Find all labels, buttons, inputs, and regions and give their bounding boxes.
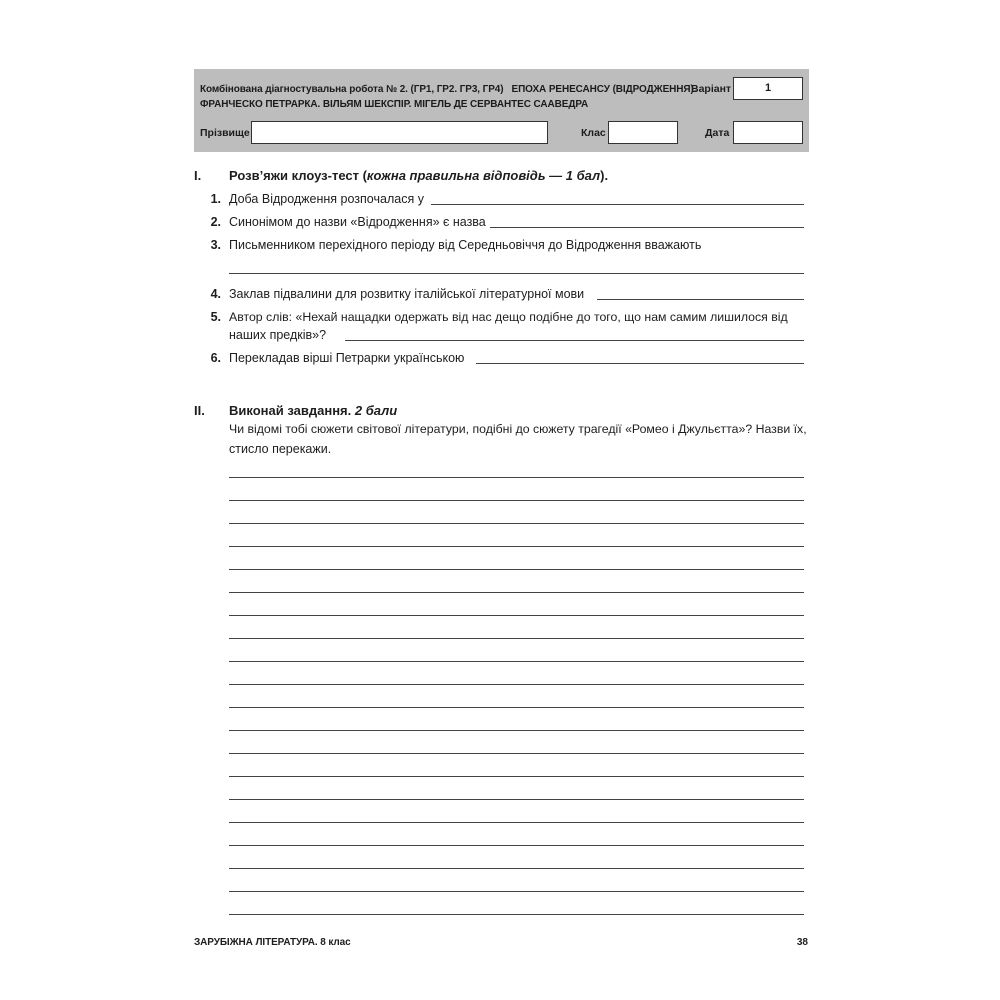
- worksheet-header: [194, 69, 809, 152]
- writing-line[interactable]: [229, 776, 804, 777]
- date-label: Дата: [705, 127, 730, 139]
- writing-line[interactable]: [229, 891, 804, 892]
- answer-line-2[interactable]: [490, 227, 804, 228]
- section-1-heading-text: Розв’яжи клоуз-тест (: [229, 168, 367, 183]
- answer-line-3[interactable]: [229, 273, 804, 274]
- answer-line-4[interactable]: [597, 299, 804, 300]
- writing-line[interactable]: [229, 868, 804, 869]
- writing-line[interactable]: [229, 914, 804, 915]
- section-2-heading-text: Виконай завдання.: [229, 403, 355, 418]
- writing-line[interactable]: [229, 822, 804, 823]
- class-field[interactable]: [608, 121, 678, 144]
- question-3-number: 3.: [210, 238, 221, 252]
- title-line-1: Комбінована діагностувальна робота № 2. (ГР1, ГР2. ГР3, ГР4) ЕПОХА РЕНЕСАНСУ (ВІДРОДЖЕННЯ).: [200, 84, 697, 95]
- section-2-number: II.: [194, 403, 205, 418]
- question-6-number: 6.: [210, 351, 221, 365]
- writing-line[interactable]: [229, 845, 804, 846]
- writing-line[interactable]: [229, 615, 804, 616]
- question-2-text: Синонімом до назви «Відродження» є назва: [229, 215, 486, 229]
- worksheet-title: [200, 82, 697, 112]
- question-5-number: 5.: [210, 310, 221, 324]
- section-2-points: 2 бали: [354, 403, 398, 418]
- section-1-heading: [229, 168, 608, 183]
- answer-line-1[interactable]: [431, 204, 804, 205]
- question-3-text: Письменником перехідного періоду від Середньовіччя до Відродження вважають: [229, 238, 702, 252]
- task-line-2: стисло перекажи.: [229, 442, 332, 456]
- section-1-number: I.: [194, 168, 202, 183]
- writing-line[interactable]: [229, 569, 804, 570]
- writing-line[interactable]: [229, 500, 804, 501]
- variant-box[interactable]: 1: [733, 77, 803, 100]
- writing-line[interactable]: [229, 684, 804, 685]
- section-1-points: кожна правильна відповідь — 1 бал: [366, 168, 601, 183]
- writing-line[interactable]: [229, 661, 804, 662]
- answer-line-6[interactable]: [476, 363, 804, 364]
- writing-line[interactable]: [229, 707, 804, 708]
- writing-line[interactable]: [229, 592, 804, 593]
- date-field[interactable]: [733, 121, 803, 144]
- question-5-text-cont: наших предків»?: [229, 328, 327, 342]
- page-number: 38: [796, 937, 808, 948]
- writing-line[interactable]: [229, 730, 804, 731]
- surname-label: Прізвище: [200, 127, 250, 139]
- writing-line[interactable]: [229, 753, 804, 754]
- writing-line[interactable]: [229, 523, 804, 524]
- writing-line[interactable]: [229, 799, 804, 800]
- task-line-1: Чи відомі тобі сюжети світової літератури, подібні до сюжету трагедії «Ромео і Джульєтта»? Назви їх,: [229, 422, 807, 436]
- question-1-number: 1.: [210, 192, 221, 206]
- writing-line[interactable]: [229, 546, 804, 547]
- class-label: Клас: [581, 127, 606, 139]
- writing-line[interactable]: [229, 638, 804, 639]
- question-5-text: Автор слів: «Нехай нащадки одержать від нас дещо подібне до того, що нам самим лишилося від: [229, 310, 788, 324]
- section-2-heading: [229, 403, 397, 418]
- question-2-number: 2.: [210, 215, 221, 229]
- section-1-heading-end: ).: [600, 168, 609, 183]
- question-4-text: Заклав підвалини для розвитку італійської літературної мови: [229, 287, 585, 301]
- surname-field[interactable]: [251, 121, 548, 144]
- writing-line[interactable]: [229, 477, 804, 478]
- question-6-text: Перекладав вірші Петрарки українською: [229, 351, 465, 365]
- answer-line-5[interactable]: [345, 340, 804, 341]
- question-4-number: 4.: [210, 287, 221, 301]
- question-1-text: Доба Відродження розпочалася у: [229, 192, 424, 206]
- footer-subject: ЗАРУБІЖНА ЛІТЕРАТУРА. 8 клас: [194, 937, 351, 948]
- section-2-task: [229, 419, 814, 459]
- title-line-2: ФРАНЧЕСКО ПЕТРАРКА. ВІЛЬЯМ ШЕКСПІР. МІГЕЛЬ ДЕ СЕРВАНТЕС СААВЕДРА: [200, 99, 589, 110]
- variant-label: Варіант: [691, 83, 732, 95]
